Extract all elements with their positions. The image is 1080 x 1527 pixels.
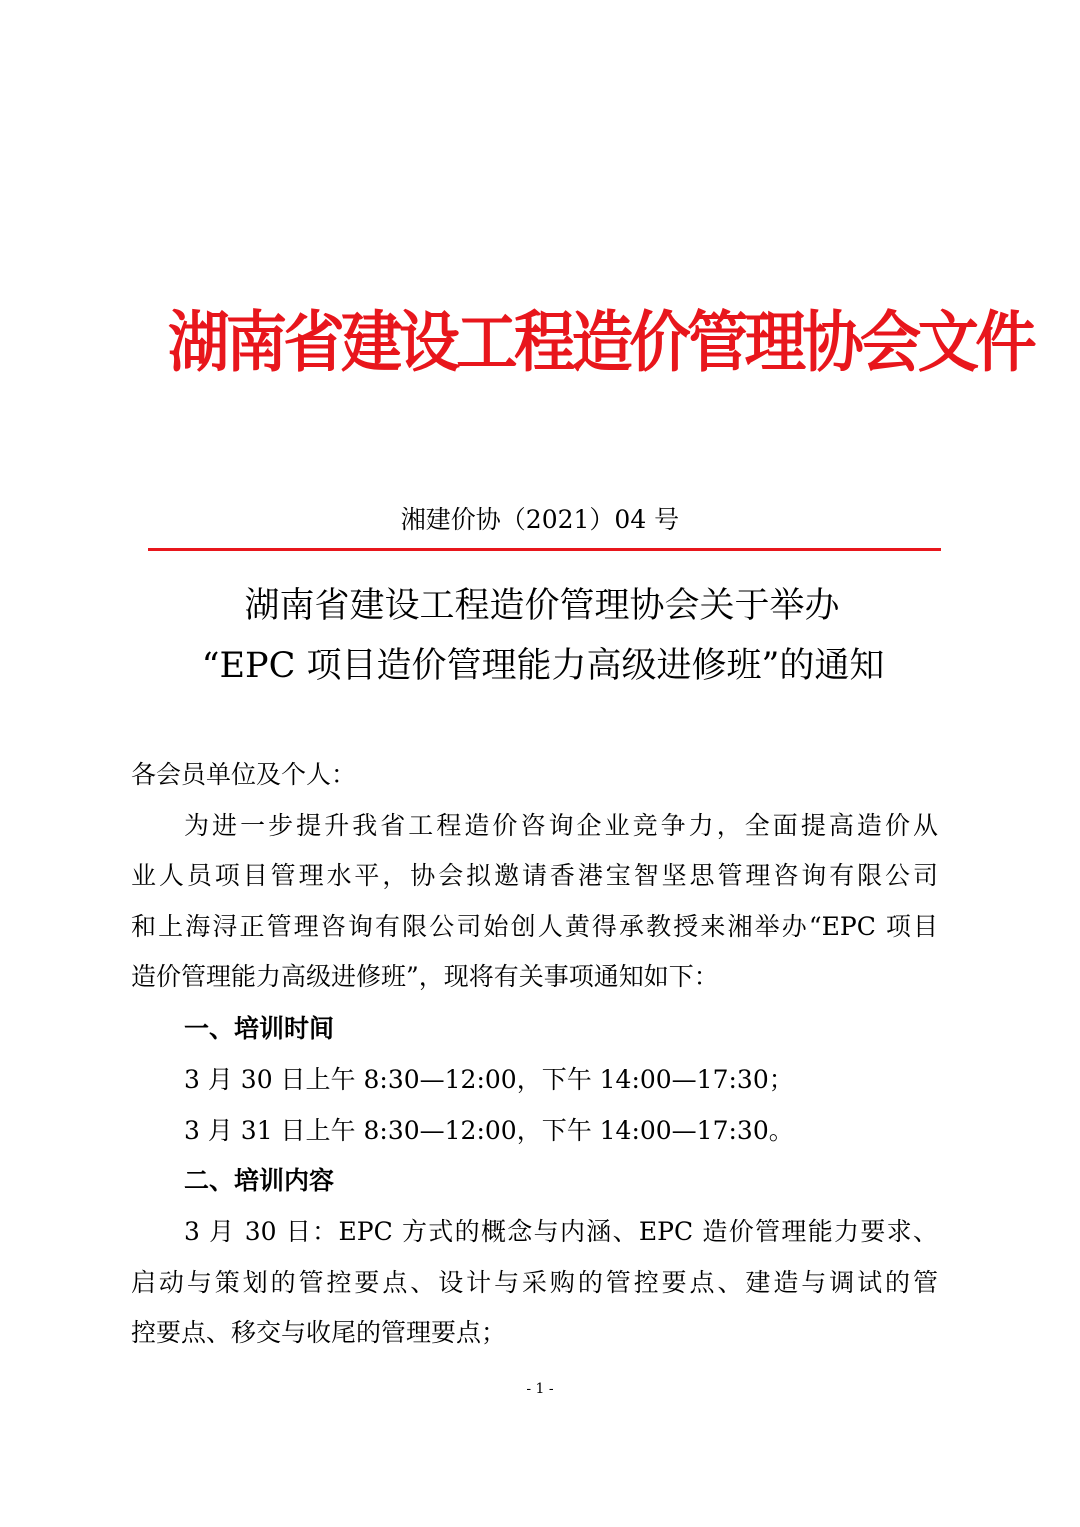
training-content-line-2: 启动与策划的管控要点、设计与采购的管控要点、建造与调试的管	[131, 1268, 938, 1297]
section-heading-training-content: 二、培训内容	[184, 1166, 335, 1195]
intro-line-3: 和上海浔正管理咨询有限公司始创人黄得承教授来湘举办“EPC 项目	[131, 912, 938, 941]
red-divider-line	[148, 548, 941, 551]
page-number: - 1 -	[526, 1381, 554, 1397]
masthead-title: 湖南省建设工程造价管理协会文件	[168, 304, 1033, 381]
section-heading-training-time: 一、培训时间	[184, 1014, 335, 1043]
training-content-line-3: 控要点、移交与收尾的管理要点；	[131, 1318, 507, 1347]
document-number: 湘建价协（2021）04 号	[400, 505, 680, 534]
training-time-line-2: 3 月 31 日上午 8:30—12:00，下午 14:00—17:30。	[184, 1116, 794, 1145]
intro-line-4: 造价管理能力高级进修班”，现将有关事项通知如下：	[131, 962, 719, 991]
training-time-line-1: 3 月 30 日上午 8:30—12:00，下午 14:00—17:30；	[184, 1065, 794, 1094]
notice-title-line-1: 湖南省建设工程造价管理协会关于举办	[244, 586, 840, 626]
notice-title-line-2: “EPC 项目造价管理能力高级进修班”的通知	[201, 646, 885, 686]
intro-line-1: 为进一步提升我省工程造价咨询企业竞争力，全面提高造价从	[184, 811, 938, 840]
training-content-line-1: 3 月 30 日：EPC 方式的概念与内涵、EPC 造价管理能力要求、	[184, 1217, 938, 1246]
intro-line-2: 业人员项目管理水平，协会拟邀请香港宝智坚思管理咨询有限公司	[131, 861, 938, 890]
salutation: 各会员单位及个人：	[131, 760, 357, 789]
